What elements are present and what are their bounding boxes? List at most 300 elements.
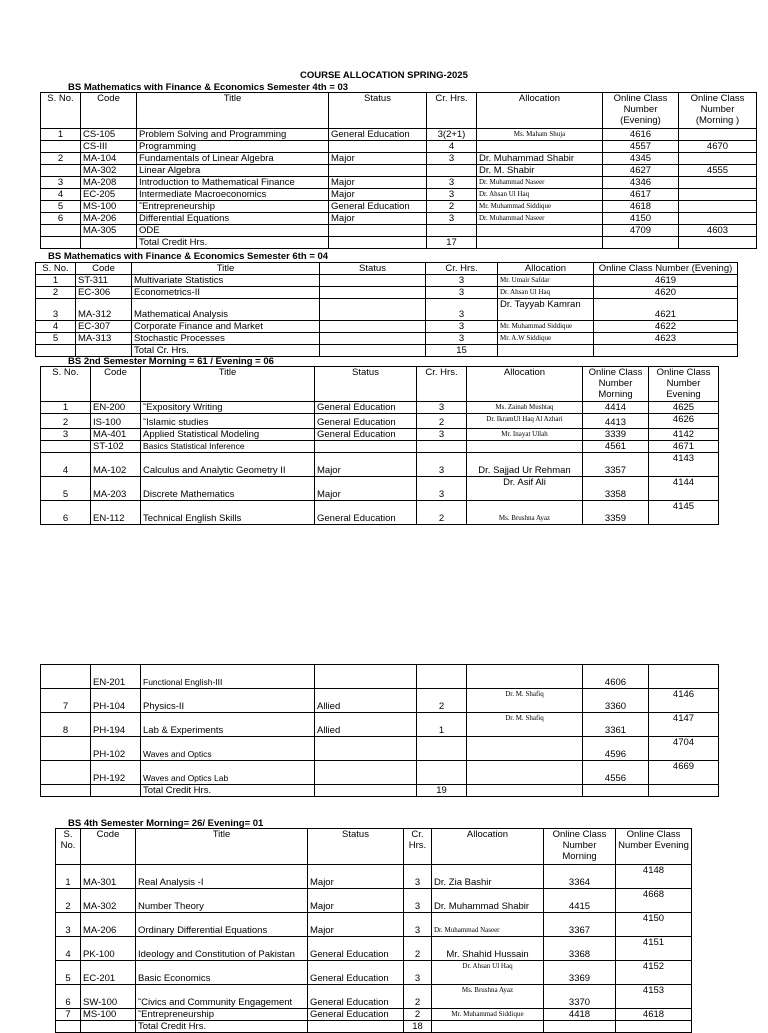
total-row: [36, 345, 738, 357]
cell-status: [329, 225, 427, 237]
cell-online-morning: [679, 201, 757, 213]
cell-status: [320, 275, 426, 287]
cell-code: PH-102: [91, 737, 141, 761]
cell-online-evening: 4153: [616, 985, 692, 1009]
cell-credit-hours: [427, 165, 477, 177]
cell-credit-hours: [427, 225, 477, 237]
cell-status: [315, 761, 417, 785]
cell-credit-hours: [417, 441, 467, 453]
cell-title: Introduction to Mathematical Finance: [137, 177, 329, 189]
table3: [40, 366, 719, 525]
cell-code: MA-312: [76, 299, 132, 321]
cell-credit-hours: 3: [404, 865, 432, 889]
cell-credit-hours: 3(2+1): [427, 129, 477, 141]
col-status: Status: [315, 367, 417, 402]
cell-code: MA-102: [91, 453, 141, 477]
cell-sno: 5: [41, 477, 91, 501]
cell-sno: 8: [41, 713, 91, 737]
cell-allocation: [467, 665, 583, 689]
cell-credit-hours: 3: [427, 189, 477, 201]
cell-title: Linear Algebra: [137, 165, 329, 177]
cell-sno: 7: [41, 689, 91, 713]
cell-online-evening: 4150: [603, 213, 679, 225]
col-title: Title: [137, 93, 329, 129]
cell-title: Problem Solving and Programming: [137, 129, 329, 141]
cell-online-morning: 3367: [544, 913, 616, 937]
cell-sno: 7: [56, 1009, 81, 1021]
cell-code: MA-208: [81, 177, 137, 189]
cell-status: General Education: [329, 201, 427, 213]
cell-credit-hours: 3: [417, 453, 467, 477]
cell-code: MA-206: [81, 913, 136, 937]
table-row: [41, 761, 719, 785]
cell-online-morning: 3360: [583, 689, 649, 713]
col-sno: S. No.: [56, 829, 81, 865]
cell-credit-hours: 3: [426, 333, 498, 345]
cell-online-evening: 4671: [649, 441, 719, 453]
cell-sno: 4: [56, 937, 81, 961]
table-row: [41, 453, 719, 477]
table-row: [41, 213, 757, 225]
cell-credit-hours: 2: [417, 414, 467, 429]
cell-online-evening: 4617: [603, 189, 679, 201]
cell-online-evening: 4626: [649, 414, 719, 429]
cell-sno: 1: [36, 275, 76, 287]
cell-title: ˜Entrepreneurship: [136, 1009, 308, 1021]
cell-title: Fundamentals of Linear Algebra: [137, 153, 329, 165]
cell-code: PK-100: [81, 937, 136, 961]
cell-sno: [41, 737, 91, 761]
table-row: [56, 937, 692, 961]
cell-online-morning: 4603: [679, 225, 757, 237]
cell-online-morning: [583, 785, 649, 797]
cell-allocation: Mr. A.W Siddique: [498, 333, 594, 345]
page-title: COURSE ALLOCATION SPRING-2025: [300, 70, 468, 81]
table-row: [41, 177, 757, 189]
cell-status: Major: [329, 177, 427, 189]
cell-sno: 4: [41, 453, 91, 477]
cell-credit-hours: 2: [404, 1009, 432, 1021]
cell-title: Functional English-III: [141, 665, 315, 689]
table-row: [41, 165, 757, 177]
cell-allocation: Ms. Zainab Mushtaq: [467, 402, 583, 414]
table-row: [41, 402, 719, 414]
cell-online-evening: 4345: [603, 153, 679, 165]
table-row: [41, 665, 719, 689]
col-online-morning: Online Class Number (Morning ): [679, 93, 757, 129]
col-allocation: Allocation: [432, 829, 544, 865]
cell-status: [315, 785, 417, 797]
cell-online-evening: [649, 785, 719, 797]
cell-status: [315, 441, 417, 453]
table-row: [56, 1009, 692, 1021]
cell-code: MS-100: [81, 1009, 136, 1021]
col-credit-hours: Cr. Hrs.: [427, 93, 477, 129]
table-row: [36, 333, 738, 345]
table2-heading: BS Mathematics with Finance & Economics Semester 6th = 04: [48, 251, 329, 262]
table-row: [41, 414, 719, 429]
cell-code: MA-206: [81, 213, 137, 225]
cell-status: Major: [329, 189, 427, 201]
cell-title: Physics-II: [141, 689, 315, 713]
cell-online-evening: 4619: [594, 275, 738, 287]
cell-online-morning: [679, 189, 757, 201]
cell-online-evening: 4621: [594, 299, 738, 321]
col-status: Status: [320, 263, 426, 275]
cell-allocation: [467, 761, 583, 785]
cell-allocation: [498, 345, 594, 357]
total-row: [56, 1021, 692, 1033]
cell-allocation: Dr. M. Shabir: [477, 165, 603, 177]
cell-online-evening: 4152: [616, 961, 692, 985]
cell-status: [320, 333, 426, 345]
cell-code: PH-104: [91, 689, 141, 713]
cell-title: Differential Equations: [137, 213, 329, 225]
col-title: Title: [132, 263, 320, 275]
table-row: [41, 201, 757, 213]
cell-status: Major: [308, 865, 404, 889]
col-allocation: Allocation: [477, 93, 603, 129]
cell-credit-hours: 18: [404, 1021, 432, 1033]
cell-online-morning: [679, 177, 757, 189]
cell-sno: 3: [41, 177, 81, 189]
cell-online-evening: 4618: [616, 1009, 692, 1021]
cell-allocation: Dr. Sajjad Ur Rehman: [467, 453, 583, 477]
cell-title: Discrete Mathematics: [141, 477, 315, 501]
cell-code: [76, 345, 132, 357]
cell-code: SW-100: [81, 985, 136, 1009]
cell-sno: [41, 225, 81, 237]
cell-title: Total Credit Hrs.: [136, 1021, 308, 1033]
cell-sno: 2: [56, 889, 81, 913]
cell-sno: [41, 761, 91, 785]
table-row: [41, 441, 719, 453]
cell-online-morning: 3361: [583, 713, 649, 737]
cell-status: Major: [315, 453, 417, 477]
table-row: [41, 737, 719, 761]
cell-online-evening: 4669: [649, 761, 719, 785]
cell-allocation: [477, 237, 603, 249]
cell-allocation: Dr. Ahsan Ul Haq: [477, 189, 603, 201]
cell-online-evening: 4668: [616, 889, 692, 913]
cell-title: Real Analysis -I: [136, 865, 308, 889]
cell-allocation: Dr. Asif Ali: [467, 477, 583, 501]
cell-sno: 2: [41, 153, 81, 165]
table-row: [36, 275, 738, 287]
cell-allocation: [477, 225, 603, 237]
cell-code: ST-311: [76, 275, 132, 287]
cell-credit-hours: 3: [417, 429, 467, 441]
table5-heading: BS 4th Semester Morning= 26/ Evening= 01: [68, 818, 264, 829]
cell-credit-hours: 2: [417, 501, 467, 525]
cell-online-evening: 4709: [603, 225, 679, 237]
cell-title: Calculus and Analytic Geometry II: [141, 453, 315, 477]
col-code: Code: [81, 829, 136, 865]
cell-online-morning: 4556: [583, 761, 649, 785]
cell-credit-hours: 3: [417, 402, 467, 414]
cell-online-evening: 4150: [616, 913, 692, 937]
table-row: [41, 153, 757, 165]
cell-credit-hours: 3: [426, 275, 498, 287]
table-row: [56, 889, 692, 913]
table1: [40, 92, 757, 249]
table3-header-row: [41, 367, 719, 402]
col-sno: S. No.: [41, 367, 91, 402]
table1-heading: BS Mathematics with Finance & Economics Semester 4th = 03: [68, 82, 349, 93]
table-row: [41, 225, 757, 237]
cell-status: General Education: [315, 501, 417, 525]
cell-sno: [41, 441, 91, 453]
cell-sno: [41, 237, 81, 249]
col-online-evening: Online Class Number Evening: [616, 829, 692, 865]
cell-status: Major: [315, 477, 417, 501]
cell-sno: 6: [41, 213, 81, 225]
table1-header-row: [41, 93, 757, 129]
cell-allocation: [477, 141, 603, 153]
cell-credit-hours: 2: [417, 689, 467, 713]
cell-title: Multivariate Statistics: [132, 275, 320, 287]
table5: [55, 828, 692, 1033]
cell-allocation: Dr. M. Shafiq: [467, 713, 583, 737]
cell-code: EN-200: [91, 402, 141, 414]
cell-code: ST-102: [91, 441, 141, 453]
cell-allocation: [432, 1021, 544, 1033]
cell-title: Number Theory: [136, 889, 308, 913]
cell-online-morning: 3359: [583, 501, 649, 525]
col-online-morning: Online Class Number Morning: [544, 829, 616, 865]
cell-online-morning: 3364: [544, 865, 616, 889]
cell-code: EC-205: [81, 189, 137, 201]
cell-code: PH-192: [91, 761, 141, 785]
cell-allocation: Ms. Maham Shuja: [477, 129, 603, 141]
cell-title: ˜Islamic studies: [141, 414, 315, 429]
cell-sno: [41, 665, 91, 689]
cell-online-morning: 3369: [544, 961, 616, 985]
table-row: [56, 985, 692, 1009]
cell-online-evening: [594, 345, 738, 357]
col-credit-hours: Cr. Hrs.: [426, 263, 498, 275]
table-row: [41, 713, 719, 737]
table3-continued: [40, 664, 719, 797]
cell-title: Stochastic Processes: [132, 333, 320, 345]
cell-online-evening: 4143: [649, 453, 719, 477]
cell-credit-hours: 3: [426, 299, 498, 321]
col-allocation: Allocation: [467, 367, 583, 402]
cell-title: Total Credit Hrs.: [137, 237, 329, 249]
col-credit-hours: Cr. Hrs.: [417, 367, 467, 402]
cell-credit-hours: 3: [404, 961, 432, 985]
cell-title: Intermediate Macroeconomics: [137, 189, 329, 201]
cell-title: Total Cr. Hrs.: [132, 345, 320, 357]
cell-allocation: Mr. Umair Safdar: [498, 275, 594, 287]
cell-online-evening: [649, 665, 719, 689]
cell-status: [315, 665, 417, 689]
cell-credit-hours: [417, 737, 467, 761]
cell-allocation: Ms. Brushna Ayaz: [432, 985, 544, 1009]
cell-title: Lab & Experiments: [141, 713, 315, 737]
cell-allocation: [467, 441, 583, 453]
cell-sno: [41, 785, 91, 797]
cell-sno: [41, 165, 81, 177]
cell-sno: 2: [41, 414, 91, 429]
cell-code: MA-104: [81, 153, 137, 165]
cell-status: [308, 1021, 404, 1033]
cell-online-morning: 4418: [544, 1009, 616, 1021]
cell-status: General Education: [308, 1009, 404, 1021]
col-code: Code: [91, 367, 141, 402]
col-code: Code: [81, 93, 137, 129]
cell-online-evening: 4151: [616, 937, 692, 961]
col-sno: S. No.: [36, 263, 76, 275]
table-row: [41, 429, 719, 441]
cell-status: General Education: [315, 414, 417, 429]
cell-credit-hours: 3: [427, 153, 477, 165]
cell-code: EC-201: [81, 961, 136, 985]
cell-online-evening: 4346: [603, 177, 679, 189]
cell-online-evening: 4616: [603, 129, 679, 141]
cell-code: MA-302: [81, 165, 137, 177]
cell-online-morning: 4415: [544, 889, 616, 913]
cell-online-morning: 3358: [583, 477, 649, 501]
cell-online-morning: [679, 213, 757, 225]
cell-online-morning: 4414: [583, 402, 649, 414]
table2-header-row: [36, 263, 738, 275]
cell-credit-hours: 3: [427, 177, 477, 189]
col-title: Title: [141, 367, 315, 402]
col-status: Status: [329, 93, 427, 129]
cell-title: ˜Expository Writing: [141, 402, 315, 414]
table-row: [41, 477, 719, 501]
cell-credit-hours: 2: [404, 985, 432, 1009]
cell-online-morning: 4670: [679, 141, 757, 153]
cell-code: MA-401: [91, 429, 141, 441]
cell-sno: 5: [36, 333, 76, 345]
cell-allocation: Dr. IkramUl Haq Al Azhari: [467, 414, 583, 429]
cell-online-morning: 4596: [583, 737, 649, 761]
table-row: [36, 287, 738, 299]
cell-status: General Education: [308, 961, 404, 985]
cell-sno: 5: [56, 961, 81, 985]
cell-sno: 3: [36, 299, 76, 321]
cell-credit-hours: 15: [426, 345, 498, 357]
cell-status: [329, 165, 427, 177]
cell-credit-hours: 2: [404, 937, 432, 961]
cell-allocation: [467, 785, 583, 797]
cell-allocation: Dr. Muhammad Naseer: [432, 913, 544, 937]
cell-title: Programming: [137, 141, 329, 153]
cell-title: Basic Economics: [136, 961, 308, 985]
cell-title: Basics Statistical Inference: [141, 441, 315, 453]
cell-sno: 6: [41, 501, 91, 525]
cell-code: MA-313: [76, 333, 132, 345]
cell-online-evening: 4145: [649, 501, 719, 525]
cell-allocation: Dr. Ahsan Ul Haq: [498, 287, 594, 299]
cell-allocation: Mr. Muhammad Siddique: [432, 1009, 544, 1021]
table-row: [41, 141, 757, 153]
table-row: [41, 129, 757, 141]
cell-allocation: Mr. Shahid Hussain: [432, 937, 544, 961]
cell-credit-hours: 3: [426, 287, 498, 299]
cell-status: General Education: [308, 937, 404, 961]
cell-code: [91, 785, 141, 797]
cell-online-evening: 4622: [594, 321, 738, 333]
cell-status: [329, 141, 427, 153]
total-row: [41, 237, 757, 249]
cell-online-morning: [679, 237, 757, 249]
cell-online-morning: [544, 1021, 616, 1033]
cell-code: MA-203: [91, 477, 141, 501]
cell-sno: 1: [56, 865, 81, 889]
cell-sno: 2: [36, 287, 76, 299]
cell-credit-hours: 3: [427, 213, 477, 225]
cell-status: Major: [329, 213, 427, 225]
cell-online-morning: 3339: [583, 429, 649, 441]
cell-title: Waves and Optics: [141, 737, 315, 761]
cell-status: [320, 287, 426, 299]
cell-allocation: Mr. Inayat Ullah: [467, 429, 583, 441]
cell-sno: 4: [36, 321, 76, 333]
cell-status: [320, 299, 426, 321]
cell-status: [320, 321, 426, 333]
cell-title: ˜Entrepreneurship: [137, 201, 329, 213]
cell-code: CS-105: [81, 129, 137, 141]
cell-credit-hours: 3: [404, 889, 432, 913]
cell-title: Econometrics-II: [132, 287, 320, 299]
table-row: [41, 189, 757, 201]
cell-code: EC-307: [76, 321, 132, 333]
col-credit-hours: Cr. Hrs.: [404, 829, 432, 865]
cell-code: [81, 237, 137, 249]
cell-code: EN-201: [91, 665, 141, 689]
cell-online-morning: 3370: [544, 985, 616, 1009]
table-row: [56, 913, 692, 937]
table-row: [41, 501, 719, 525]
cell-sno: 5: [41, 201, 81, 213]
cell-status: Major: [308, 913, 404, 937]
col-online-evening: Online Class Number (Evening): [594, 263, 738, 275]
cell-status: Allied: [315, 713, 417, 737]
cell-allocation: [467, 737, 583, 761]
cell-status: General Education: [308, 985, 404, 1009]
cell-allocation: Dr. Tayyab Kamran: [498, 299, 594, 321]
cell-online-morning: 4561: [583, 441, 649, 453]
table5-header-row: [56, 829, 692, 865]
cell-status: [329, 237, 427, 249]
cell-allocation: Mr. Muhammad Siddique: [498, 321, 594, 333]
cell-status: General Education: [315, 402, 417, 414]
cell-allocation: Dr. Zia Bashir: [432, 865, 544, 889]
cell-title: Total Credit Hrs.: [141, 785, 315, 797]
cell-title: Mathematical Analysis: [132, 299, 320, 321]
cell-code: CS-III: [81, 141, 137, 153]
col-online-morning: Online Class Number Morning: [583, 367, 649, 402]
cell-title: Applied Statistical Modeling: [141, 429, 315, 441]
cell-online-evening: 4704: [649, 737, 719, 761]
cell-allocation: Mr. Muhammad Siddique: [477, 201, 603, 213]
col-online-evening: Online Class Number (Evening): [603, 93, 679, 129]
cell-online-evening: 4142: [649, 429, 719, 441]
cell-online-morning: 3357: [583, 453, 649, 477]
table-row: [36, 321, 738, 333]
cell-online-morning: 3368: [544, 937, 616, 961]
cell-online-morning: [679, 129, 757, 141]
cell-status: Major: [329, 153, 427, 165]
table3-heading: BS 2nd Semester Morning = 61 / Evening = 06: [68, 356, 274, 367]
cell-status: General Education: [315, 429, 417, 441]
cell-sno: [41, 141, 81, 153]
cell-allocation: Dr. Muhammad Shabir: [432, 889, 544, 913]
cell-credit-hours: 3: [426, 321, 498, 333]
